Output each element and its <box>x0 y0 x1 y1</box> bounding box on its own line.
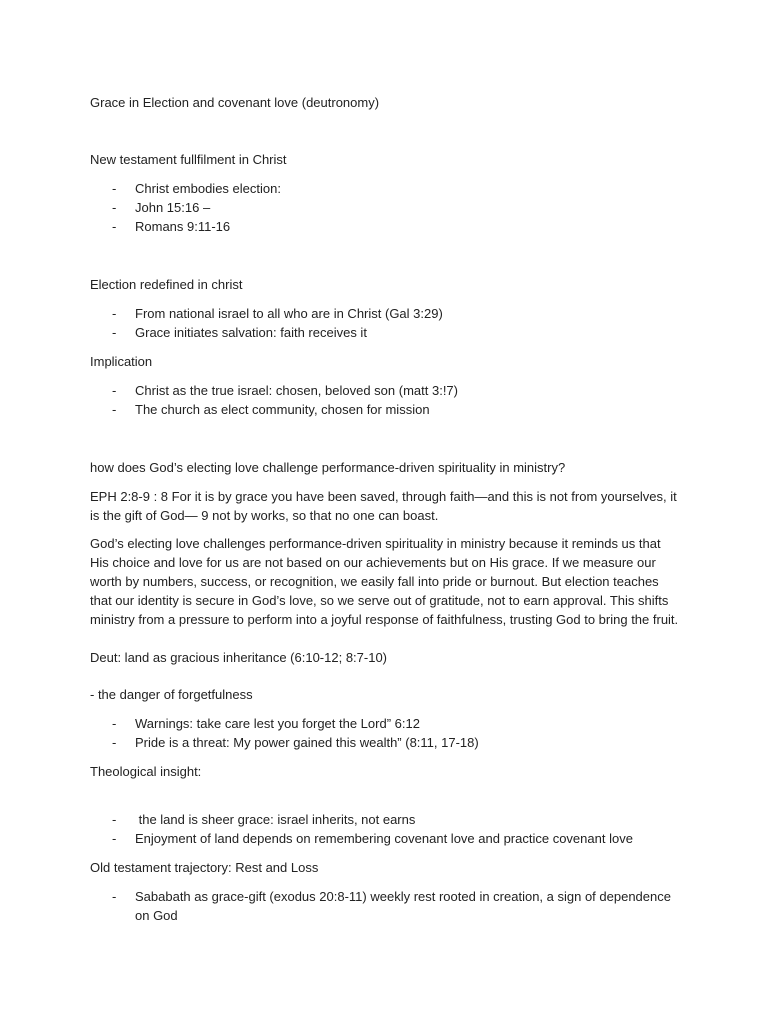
danger-heading: - the danger of forgetfulness <box>90 687 253 702</box>
insight-heading: Theological insight: <box>90 764 202 779</box>
implication-heading: Implication <box>90 354 153 369</box>
nt-heading: New testament fullfilment in Christ <box>90 152 287 167</box>
bullet-dash: - <box>112 735 117 750</box>
bullet-dash: - <box>112 181 117 196</box>
document-title: Grace in Election and covenant love (deutronomy) <box>90 95 380 110</box>
bullet-dash: - <box>112 831 117 846</box>
bullet-dash: - <box>112 402 117 417</box>
bullet-dash: - <box>112 716 117 731</box>
bullet-dash: - <box>112 219 117 234</box>
election-heading: Election redefined in christ <box>90 277 243 292</box>
bullet-dash: - <box>112 200 117 215</box>
ot-heading: Old testament trajectory: Rest and Loss <box>90 860 319 875</box>
deut-heading: Deut: land as gracious inheritance (6:10-12; 8:7-10) <box>90 650 388 665</box>
eph-verse: EPH 2:8-9 : 8 For it is by grace you have been saved, through faith—and this is not from yourselves, it is the gift of God— 9 not by works, so that no one can boast. <box>90 489 677 523</box>
bullet-dash: - <box>112 306 117 321</box>
bullet-dash: - <box>112 383 117 398</box>
document-page: Grace in Election and covenant love (deutronomy) New testament fullfilment in Christ - Christ embodies election: - John 15:16 – - Romans 9:11-16 Election redefined in christ - From national israel to all who are in Christ (Gal 3:29) - Grace initiates salvation: faith receives it Implication - Christ as the true israel: chosen, beloved son (matt 3:!7) - The church as elect community, chosen for mission how does God’s electing love challenge performance-driven spirituality in ministry? EPH 2:8-9 : 8 For it is by grace you have been saved, through faith—and this is not from yourselves, it is the gift of God— 9 not by works, so that no one can boast. God’s electing love challenges performance-driven spirituality in ministry because it reminds us that His choice and love for us are not based on our achievements but on His grace. If we measure our worth by numbers, success, or recognition, we easily fall into pride or burnout. But election teaches that our identity is secure in God’s love, so we serve out of gratitude, not to earn approval. This shifts ministry from a pressure to perform into a joyful response of faithfulness, trusting God to bring the fruit. Deut: land as gracious inheritance (6:10-12; 8:7-10) - the danger of forgetfulness - Warnings: take care lest you forget the Lord” 6:12 - Pride is a threat: My power gained this wealth” (8:11, 17-18) Theological insight: - the land is sheer grace: israel inherits, not earns - Enjoyment of land depends on remembering covenant love and practice covenant love Old testament trajectory: Rest and Loss - Sababath as grace-gift (exodus 20:8-11) weekly rest rooted in creation, a sign of dependence on God <box>90 95 679 923</box>
bullet-dash: - <box>112 325 117 340</box>
bullet-dash: - <box>112 812 117 827</box>
answer-paragraph: God’s electing love challenges performance-driven spirituality in ministry because it reminds us that His choice and love for us are not based on our achievements but on His grace. If we measure our worth by numbers, success, or recognition, we easily fall into pride or burnout. But election teaches that our identity is secure in God’s love, so we serve out of gratitude, not to earn approval. This shifts ministry from a pressure to perform into a joyful response of faithfulness, trusting God to bring the fruit. <box>90 536 679 627</box>
bullet-dash: - <box>112 889 117 904</box>
question: how does God’s electing love challenge performance-driven spirituality in ministry? <box>90 460 566 475</box>
